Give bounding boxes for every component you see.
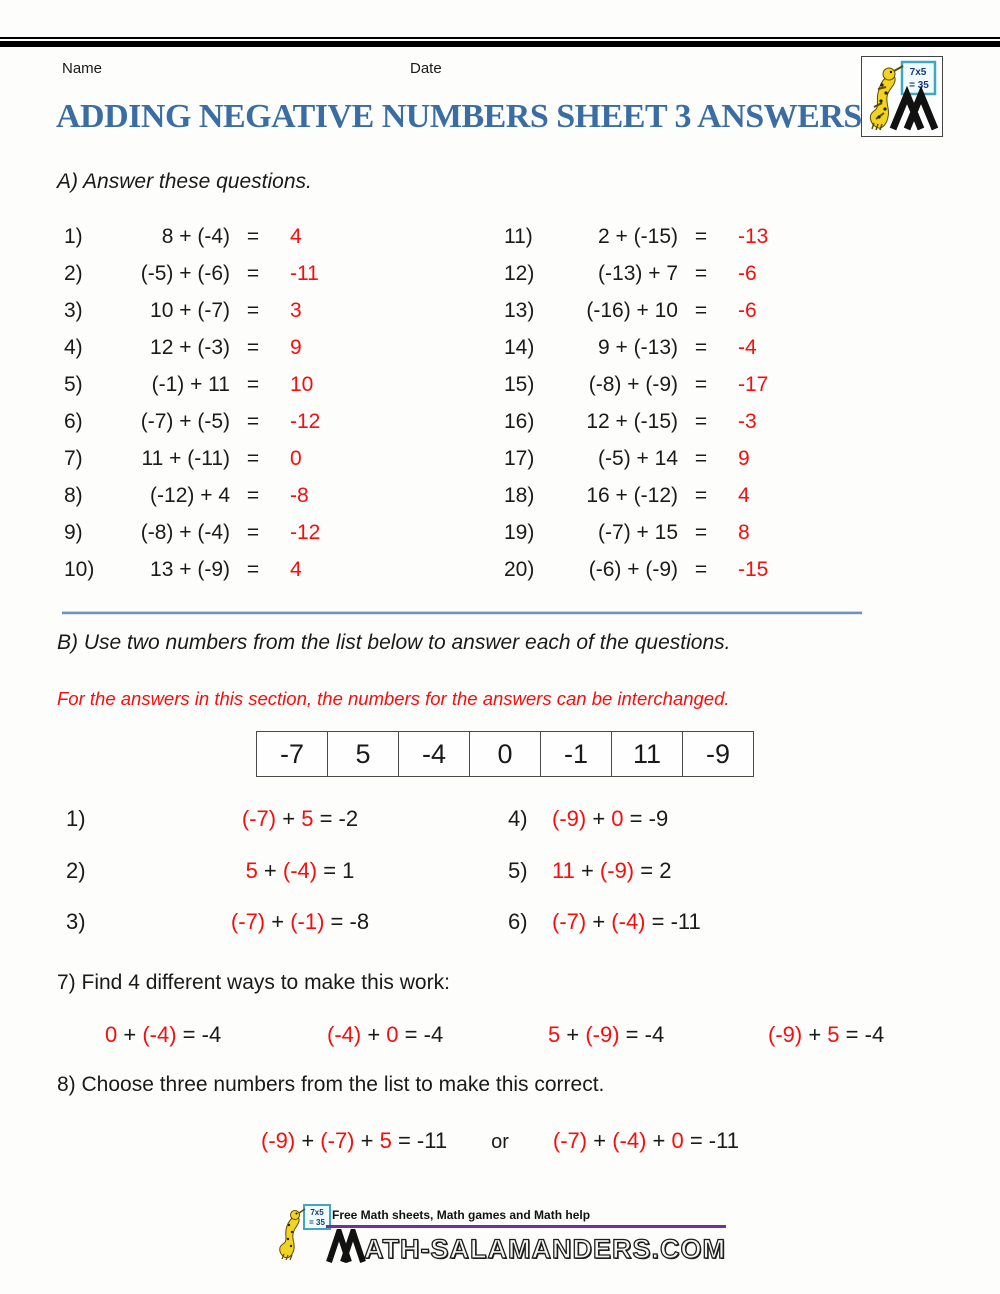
equation-part: = -4 [398,1022,444,1047]
question-equation [170,909,430,935]
number-list-cell: -4 [398,731,470,777]
question-number: 16) [504,410,535,434]
question-row [64,441,386,478]
question-number: 20) [504,558,535,582]
m-letter-icon [893,95,935,129]
question-row [504,552,834,589]
equation-part: (-7) [320,1128,355,1153]
footer-m-letter-icon [326,1229,366,1263]
equals-sign: = [246,558,260,582]
section-b-note: For the answers in this section, the numbers for the answers can be interchanged. [57,688,730,709]
q7-equation [768,1022,884,1048]
equation-part: (-7) [241,806,277,831]
q8-equation [553,1128,739,1154]
answer-value: 9 [290,335,302,359]
question-number: 15) [504,372,535,396]
number-list-cell: -9 [682,731,754,777]
equation-part: + [361,1022,387,1047]
footer-logo-block [274,1203,726,1263]
question-number: 5) [508,857,528,883]
equation-part: + [802,1022,828,1047]
question-row [504,329,834,366]
question-number: 6) [64,410,83,434]
equals-sign: = [246,521,260,545]
question-expression: (-6) + (-9) [588,558,678,582]
equation-part: (-9) [552,806,587,831]
question-row [504,403,834,440]
equals-sign: = [694,447,708,471]
question-expression: 12 + (-3) [150,335,230,359]
answer-value: 4 [290,558,302,582]
b-question-row [0,806,1000,858]
answer-value: -6 [738,261,757,285]
salamander-logo-icon [862,57,940,134]
question-row [504,218,834,255]
question-row [504,441,834,478]
q7-equation [105,1022,221,1048]
number-list-cell: 5 [327,731,399,777]
equation-part: + [265,909,291,934]
equation-part: (-9) [599,857,635,883]
equals-sign: = [246,372,260,396]
equation-part: + [586,909,612,934]
question-expression: (-5) + 14 [598,447,678,471]
equation-part: 5 [827,1022,840,1047]
or-label: or [491,1131,509,1153]
equation-part: 0 [611,806,624,831]
equation-part: + [646,1128,672,1153]
number-list-cell: -7 [256,731,328,777]
answer-value: 10 [290,372,314,396]
equation-part: + [560,1022,586,1047]
question-number: 6) [508,909,528,934]
equals-sign: = [246,298,260,322]
question-number: 12) [504,261,535,285]
equation-part: (-9) [261,1128,296,1153]
answer-value: 8 [738,521,750,545]
equals-sign: = [694,224,708,248]
top-border-rule [0,37,1000,47]
question-expression: 12 + (-15) [586,410,678,434]
question-row [64,403,386,440]
board-text-line1: 7x5 [909,67,927,78]
question-equation [170,806,430,832]
question-number: 4) [64,335,83,359]
equation-part: + [295,1128,321,1153]
question-number: 18) [504,484,535,508]
question-number: 13) [504,298,535,322]
section-b-heading: B) Use two numbers from the list below to answer each of the questions. [57,631,731,654]
question-expression: 13 + (-9) [150,558,230,582]
equation-part: (-1) [290,909,325,934]
b-question-row [0,858,1000,910]
equation-part: = -4 [839,1022,885,1047]
equation-part: 0 [386,1022,399,1047]
equation-part: (-4) [327,1022,362,1047]
number-list-cell: 11 [611,731,683,777]
equation-part: + [586,806,612,831]
question-expression: (-7) + (-5) [140,410,230,434]
question-row [504,366,834,403]
equation-part: (-9) [768,1022,803,1047]
question-expression: 11 + (-11) [141,447,230,471]
number-list-cell: -1 [540,731,612,777]
date-label: Date [410,60,442,77]
answer-value: -4 [738,335,757,359]
question-row [64,552,386,589]
board-text-line2: = 35 [909,80,929,91]
page-title: ADDING NEGATIVE NUMBERS SHEET 3 ANSWERS [56,98,862,135]
equation-part: = 2 [634,857,672,883]
section-a-column-left [64,218,386,589]
question-number: 7) [64,447,83,471]
question-expression: (-8) + (-4) [140,521,230,545]
equation-part: = -2 [313,806,359,831]
question-7-heading: 7) Find 4 different ways to make this work: [57,971,450,994]
number-list-table [256,731,754,777]
equals-sign: = [694,298,708,322]
answer-value: -15 [738,558,769,582]
answer-value: -6 [738,298,757,322]
question-equation [552,858,671,884]
equation-part: = 1 [317,857,355,883]
equation-part: (-9) [585,1022,620,1047]
equals-sign: = [246,484,260,508]
question-expression: (-12) + 4 [150,484,230,508]
question-equation [170,858,430,884]
question-number: 11) [504,224,533,248]
equation-part: + [257,857,283,883]
answer-value: -3 [738,410,757,434]
equation-part: (-4) [612,1128,647,1153]
equation-part: (-4) [611,909,646,934]
q8-equation [261,1128,447,1154]
answer-value: -17 [738,372,769,396]
equation-part: = -11 [683,1128,739,1153]
equation-part: 5 [548,1022,561,1047]
equation-part: (-7) [552,909,587,934]
answer-value: 9 [738,447,750,471]
question-number: 9) [64,521,83,545]
question-expression: (-1) + 11 [151,372,230,396]
q7-equation [327,1022,443,1048]
section-a-heading: A) Answer these questions. [57,170,312,193]
question-row [64,515,386,552]
site-logo [861,56,943,137]
answer-value: 4 [738,484,750,508]
question-expression: 10 + (-7) [150,298,230,322]
answer-value: -11 [290,261,319,285]
equals-sign: = [694,521,708,545]
question-number: 8) [64,484,83,508]
section-b-questions [0,806,1000,961]
equation-part: 11 [552,857,575,883]
question-expression: 9 + (-13) [598,335,678,359]
equation-part: = -4 [176,1022,222,1047]
footer-tagline: Free Math sheets, Math games and Math help [326,1208,726,1228]
question-number: 19) [504,521,535,545]
question-number: 3) [66,909,86,934]
answer-value: 4 [290,224,302,248]
number-list-cell: 0 [469,731,541,777]
footer-board-line2: = 35 [309,1218,325,1227]
footer-board-line1: 7x5 [310,1208,324,1217]
equation-part: = -8 [324,909,370,934]
question-number: 2) [66,857,86,883]
equation-part: 5 [245,857,258,883]
equation-part: + [117,1022,143,1047]
equation-part: = -11 [645,909,701,934]
answer-value: -12 [290,521,321,545]
question-row [64,292,386,329]
equals-sign: = [246,410,260,434]
question-7-equations [0,1022,1000,1056]
answer-value: 3 [290,298,302,322]
footer-site-text: ATH-SALAMANDERS.COM [364,1234,726,1264]
question-expression: (-13) + 7 [598,261,678,285]
equation-part: 0 [105,1022,118,1047]
question-number: 14) [504,335,535,359]
equation-part: (-7) [230,909,266,934]
question-row [64,329,386,366]
equation-part: 5 [379,1128,392,1153]
question-row [504,515,834,552]
question-number: 4) [508,806,528,831]
question-equation [552,909,701,935]
question-number: 5) [64,372,83,396]
question-expression: 16 + (-12) [586,484,678,508]
section-a-column-right [504,218,834,589]
equals-sign: = [694,261,708,285]
equation-part: = -11 [391,1128,448,1153]
question-number: 1) [66,806,86,831]
equation-part: 0 [671,1128,684,1153]
question-row [504,292,834,329]
equals-sign: = [694,410,708,434]
answer-value: -13 [738,224,769,248]
equals-sign: = [246,261,260,285]
answer-value: -12 [290,410,321,434]
question-row [504,255,834,292]
question-number: 17) [504,447,535,471]
equation-part: (-7) [552,1128,588,1153]
question-row [64,255,386,292]
footer-salamander-body [280,1209,305,1260]
question-number: 2) [64,261,83,285]
question-number: 1) [64,224,83,248]
question-8-equations [0,1128,1000,1154]
b-question-row [0,909,1000,961]
answer-value: -8 [290,484,309,508]
equation-part: (-4) [282,857,318,883]
question-expression: (-8) + (-9) [588,372,678,396]
question-expression: (-7) + 15 [598,521,678,545]
q7-equation [548,1022,664,1048]
question-row [504,478,834,515]
question-row [64,218,386,255]
equation-part: (-4) [142,1022,177,1047]
question-row [64,366,386,403]
question-expression: 8 + (-4) [161,224,230,248]
equation-part: + [276,806,302,831]
question-expression: 2 + (-15) [598,224,678,248]
equation-part: + [574,857,600,883]
question-equation [552,806,668,832]
question-number: 10) [64,558,95,582]
equation-part: = -4 [619,1022,665,1047]
footer-text-block [326,1208,726,1263]
equals-sign: = [246,335,260,359]
equals-sign: = [694,372,708,396]
equals-sign: = [694,484,708,508]
question-8-heading: 8) Choose three numbers from the list to make this correct. [57,1073,605,1096]
equation-part: + [587,1128,613,1153]
equation-part: + [354,1128,380,1153]
equals-sign: = [694,335,708,359]
question-expression: (-16) + 10 [586,298,678,322]
footer [0,1203,1000,1263]
equals-sign: = [694,558,708,582]
question-row [64,478,386,515]
name-label: Name [62,60,103,77]
equation-part: 5 [301,806,314,831]
section-divider [62,611,862,615]
equals-sign: = [246,447,260,471]
question-number: 3) [64,298,83,322]
equals-sign: = [246,224,260,248]
equation-part: = -9 [623,806,669,831]
question-expression: (-5) + (-6) [140,261,230,285]
footer-site-row [326,1229,726,1263]
answer-value: 0 [290,447,302,471]
